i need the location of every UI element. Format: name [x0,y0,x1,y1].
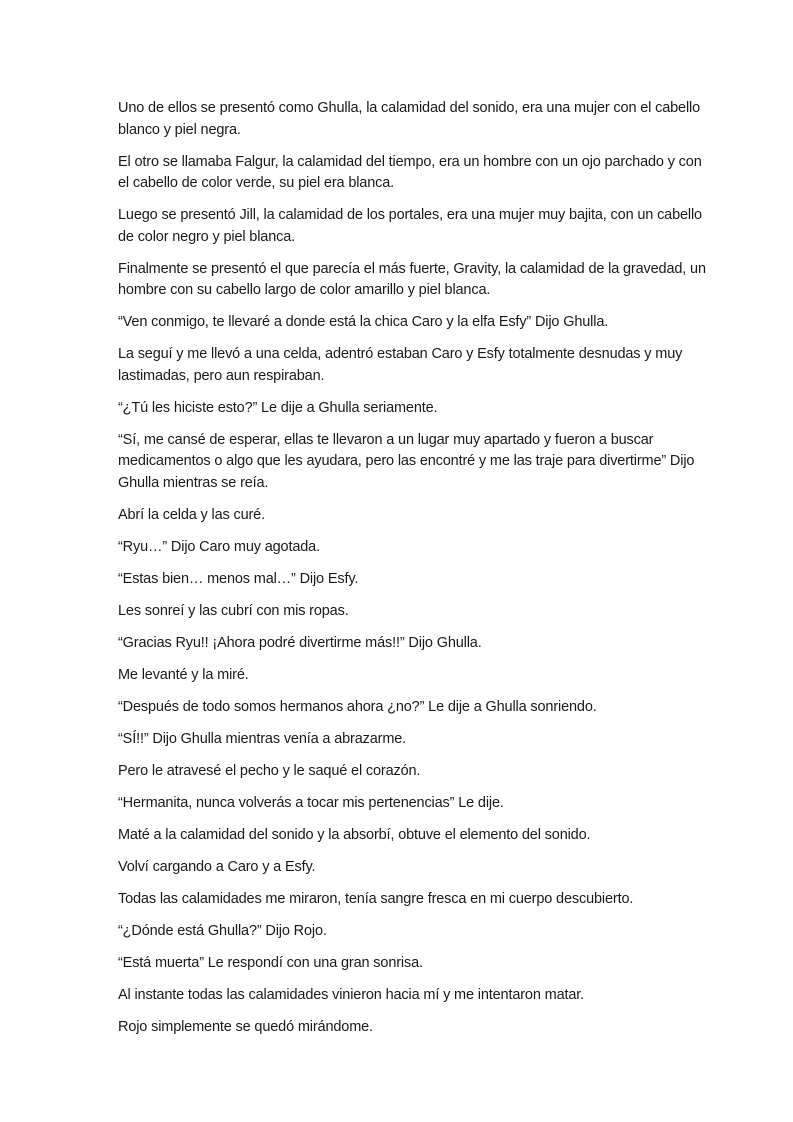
paragraph: “Está muerta” Le respondí con una gran sonrisa. [118,954,423,971]
paragraph: “Ryu…” Dijo Caro muy agotada. [118,538,320,555]
paragraph: Me levanté y la miré. [118,666,249,683]
paragraph: Les sonreí y las cubrí con mis ropas. [118,602,349,619]
paragraph: Todas las calamidades me miraron, tenía sangre fresca en mi cuerpo descubierto. [118,890,634,907]
paragraph: Al instante todas las calamidades vinieron hacia mí y me intentaron matar. [118,986,585,1003]
paragraph: La seguí y me llevó a una celda, adentró estaban Caro y Esfy totalmente desnudas y muy lastimadas, pero aun respiraban. [118,346,683,384]
paragraph: Luego se presentó Jill, la calamidad de los portales, era una mujer muy bajita, con un cabello de color negro y piel blanca. [118,207,702,245]
paragraph: Volví cargando a Caro y a Esfy. [118,858,316,875]
paragraph: “¿Tú les hiciste esto?” Le dije a Ghulla seriamente. [118,399,438,416]
paragraph: Maté a la calamidad del sonido y la absorbí, obtuve el elemento del sonido. [118,826,591,843]
paragraph: “Sí, me cansé de esperar, ellas te llevaron a un lugar muy apartado y fueron a buscar medicamentos o algo que les ayudara, pero las encontré y me las traje para divertirme” Dijo Ghulla mientras se reía. [118,431,695,491]
paragraph: “Hermanita, nunca volverás a tocar mis pertenencias” Le dije. [118,794,504,811]
paragraph: “Estas bien… menos mal…” Dijo Esfy. [118,570,359,587]
paragraph: Uno de ellos se presentó como Ghulla, la calamidad del sonido, era una mujer con el cabello blanco y piel negra. [118,100,701,138]
paragraph: “SÍ!!” Dijo Ghulla mientras venía a abrazarme. [118,730,407,747]
paragraph: Rojo simplemente se quedó mirándome. [118,1018,373,1035]
paragraph: Pero le atravesé el pecho y le saqué el corazón. [118,762,421,779]
document-body [118,98,710,1049]
paragraph: Abrí la celda y las curé. [118,506,265,523]
paragraph: “Ven conmigo, te llevaré a donde está la chica Caro y la elfa Esfy” Dijo Ghulla. [118,314,609,330]
paragraph: “¿Dónde está Ghulla?” Dijo Rojo. [118,922,327,939]
paragraph: El otro se llamaba Falgur, la calamidad del tiempo, era un hombre con un ojo parchado y con el cabello de color verde, su piel era blanca. [118,153,702,191]
paragraph: Finalmente se presentó el que parecía el más fuerte, Gravity, la calamidad de la gravedad, un hombre con su cabello largo de color amarillo y piel blanca. [118,260,706,298]
paragraph: “Después de todo somos hermanos ahora ¿no?” Le dije a Ghulla sonriendo. [118,698,597,715]
paragraph: “Gracias Ryu!! ¡Ahora podré divertirme más!!” Dijo Ghulla. [118,634,482,651]
